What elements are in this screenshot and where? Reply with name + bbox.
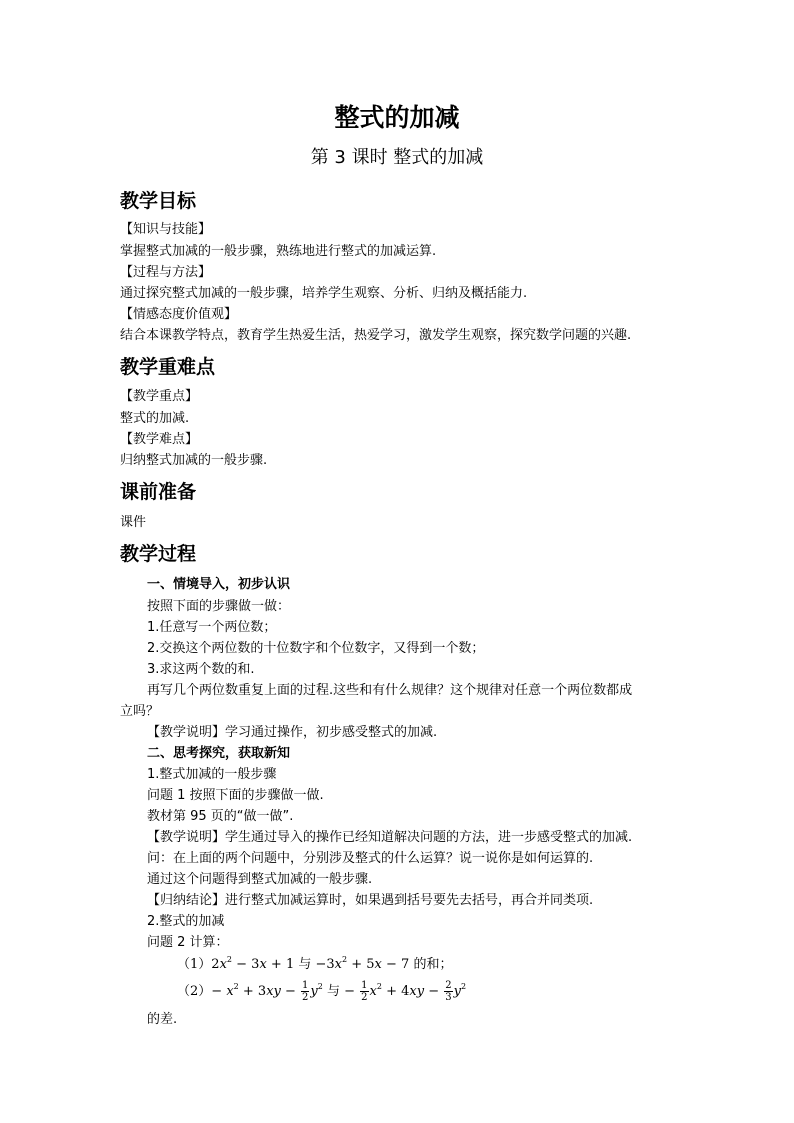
process-part1-heading: 一、情境导入，初步认识 xyxy=(147,577,291,592)
objectives-attitude-text: 结合本课教学特点，教育学生热爱生活，热爱学习，激发学生观察，探究数学问题的兴趣. xyxy=(120,328,632,343)
section-heading-key-points: 教学重难点 xyxy=(120,356,216,378)
key-point-text: 整式的加减. xyxy=(120,411,190,426)
objectives-knowledge-text: 掌握整式加减的一般步骤，熟练地进行整式的加减运算. xyxy=(120,244,437,259)
process-part2-heading: 二、思考探究，获取新知 xyxy=(147,746,291,761)
section-heading-process: 教学过程 xyxy=(120,543,197,565)
fraction-one-half-b: $\frac{1}{2}$ xyxy=(361,980,368,1003)
difficulty-text: 归纳整式加减的一般步骤. xyxy=(120,453,268,468)
formula-1 xyxy=(177,955,452,975)
process-teaching-note-1: 【教学说明】学习通过操作，初步感受整式的加减. xyxy=(147,725,438,740)
process-problem-2: 问题 2 计算： xyxy=(147,935,229,950)
formula-1-expr-a: $2x^2 - 3x + 1$ xyxy=(211,955,295,972)
process-textbook-ref: 教材第 95 页的“做一做”. xyxy=(147,809,294,824)
formula-2-expr-b: − $\frac{1}{2}$ $x^2 + 4xy$ − $\frac{2}{3}$ $y^2$ xyxy=(344,980,467,1003)
section-heading-objectives: 教学目标 xyxy=(120,190,197,212)
section-heading-preparation: 课前准备 xyxy=(120,481,197,503)
process-step-1: 1.任意写一个两位数； xyxy=(147,620,277,635)
formula-1-label: （1） xyxy=(177,957,212,972)
objectives-process-text: 通过探究整式加减的一般步骤，培养学生观察、分析、归纳及概括能力. xyxy=(120,286,528,301)
objectives-attitude-label: 【情感态度价值观】 xyxy=(120,307,238,322)
objectives-process-label: 【过程与方法】 xyxy=(120,265,212,280)
process-subheading-2: 2.整式的加减 xyxy=(147,914,225,929)
process-text: 按照下面的步骤做一做： xyxy=(147,599,291,614)
formula-2-expr-a: − $x^2 + 3xy$ − $\frac{1}{2}$ $y^2$ xyxy=(211,980,323,1003)
process-problem-1: 问题 1 按照下面的步骤做一做. xyxy=(147,788,324,803)
objectives-knowledge-label: 【知识与技能】 xyxy=(120,222,212,237)
formula-2-label: （2） xyxy=(177,984,212,999)
process-difference-tail: 的差. xyxy=(147,1012,178,1027)
preparation-text: 课件 xyxy=(120,515,147,530)
fraction-one-half: $\frac{1}{2}$ xyxy=(302,980,309,1003)
key-point-label: 【教学重点】 xyxy=(120,389,199,404)
process-step-3: 3.求这两个数的和. xyxy=(147,662,255,677)
process-question-line1: 再写几个两位数重复上面的过程.这些和有什么规律？这个规律对任意一个两位数都成 xyxy=(147,683,633,698)
page-title: 整式的加减 xyxy=(334,103,460,132)
process-conclusion: 【归纳结论】进行整式加减运算时，如果遇到括号要先去括号，再合并同类项. xyxy=(147,893,594,908)
process-step-2: 2.交换这个两位数的十位数字和个位数字，又得到一个数； xyxy=(147,641,485,656)
page-subtitle: 第 3 课时 整式的加减 xyxy=(310,147,484,168)
formula-1-expr-b: $-3x^2 + 5x - 7$ xyxy=(315,955,410,972)
process-question: 问：在上面的两个问题中，分别涉及整式的什么运算？说一说你是如何运算的. xyxy=(147,851,594,866)
fraction-two-thirds: $\frac{2}{3}$ xyxy=(445,980,452,1003)
process-teaching-note-2: 【教学说明】学生通过导入的操作已经知道解决问题的方法，进一步感受整式的加减. xyxy=(147,830,633,845)
process-text-2: 通过这个问题得到整式加减的一般步骤. xyxy=(147,872,373,887)
difficulty-label: 【教学难点】 xyxy=(120,432,199,447)
process-subheading-1: 1.整式加减的一般步骤 xyxy=(147,767,277,782)
formula-2-connector: 与 xyxy=(322,984,345,999)
formula-1-connector: 与 xyxy=(294,957,316,972)
process-question-line2: 立吗？ xyxy=(120,704,160,719)
formula-2 xyxy=(177,980,466,1003)
formula-1-tail: 的和； xyxy=(409,957,453,972)
